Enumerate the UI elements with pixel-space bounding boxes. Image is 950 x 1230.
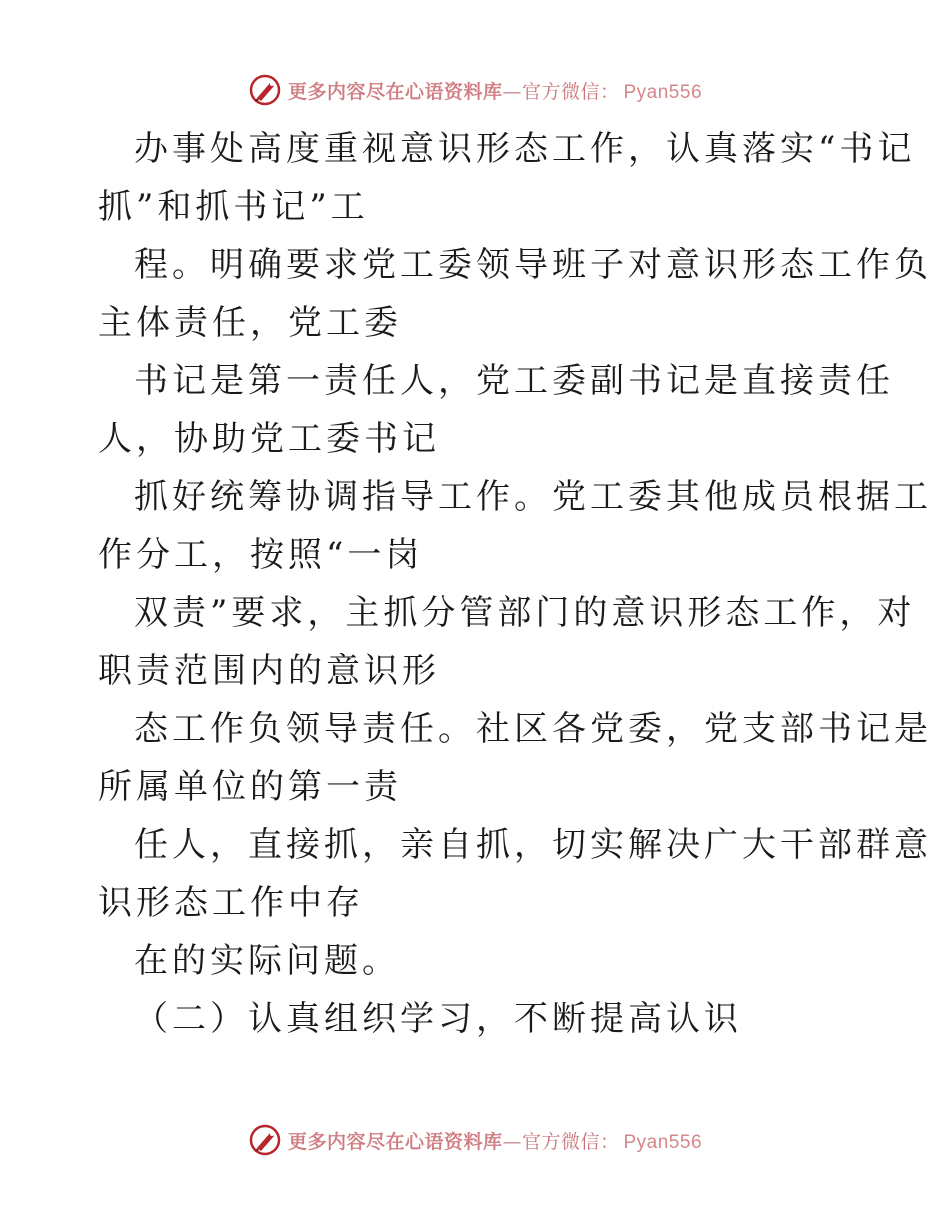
pen-logo-icon (248, 73, 282, 107)
footer-watermark (0, 1120, 950, 1160)
body-line: 抓”和抓书记”工 (98, 187, 369, 227)
body-line: 程。明确要求党工委领导班子对意识形态工作负 (134, 245, 932, 285)
body-line: 抓好统筹协调指导工作。党工委其他成员根据工 (134, 477, 932, 517)
body-line: 主体责任，党工委 (98, 303, 402, 343)
body-line: 识形态工作中存 (98, 883, 364, 923)
watermark-separator: — (502, 80, 522, 103)
pen-logo-icon (248, 1123, 282, 1157)
watermark-label: 官方微信： (521, 1130, 620, 1153)
watermark-separator: — (502, 1130, 522, 1153)
document-body (98, 120, 932, 1048)
watermark-site: 更多内容尽在心语资料库 (287, 80, 503, 103)
header-watermark (0, 70, 950, 110)
watermark-text (288, 1127, 702, 1154)
watermark-site: 更多内容尽在心语资料库 (287, 1130, 503, 1153)
body-line: 职责范围内的意识形 (98, 651, 440, 691)
body-line: 态工作负领导责任。社区各党委，党支部书记是 (134, 709, 932, 749)
body-line: 书记是第一责任人，党工委副书记是直接责任 (134, 361, 894, 401)
body-line: 办事处高度重视意识形态工作，认真落实“书记 (134, 129, 916, 169)
body-line: 在的实际问题。 (134, 941, 400, 981)
watermark-id: Pyan556 (623, 81, 703, 103)
body-line: 双责”要求，主抓分管部门的意识形态工作，对 (134, 593, 916, 633)
watermark-id: Pyan556 (623, 1131, 703, 1153)
section-heading: （二）认真组织学习，不断提高认识 (134, 999, 742, 1039)
body-line: 所属单位的第一责 (98, 767, 402, 807)
body-line: 人，协助党工委书记 (98, 419, 440, 459)
body-line: 任人，直接抓，亲自抓，切实解决广大干部群意 (134, 825, 932, 865)
body-line: 作分工，按照“一岗 (98, 535, 424, 575)
watermark-text (288, 77, 702, 104)
watermark-label: 官方微信： (521, 80, 620, 103)
